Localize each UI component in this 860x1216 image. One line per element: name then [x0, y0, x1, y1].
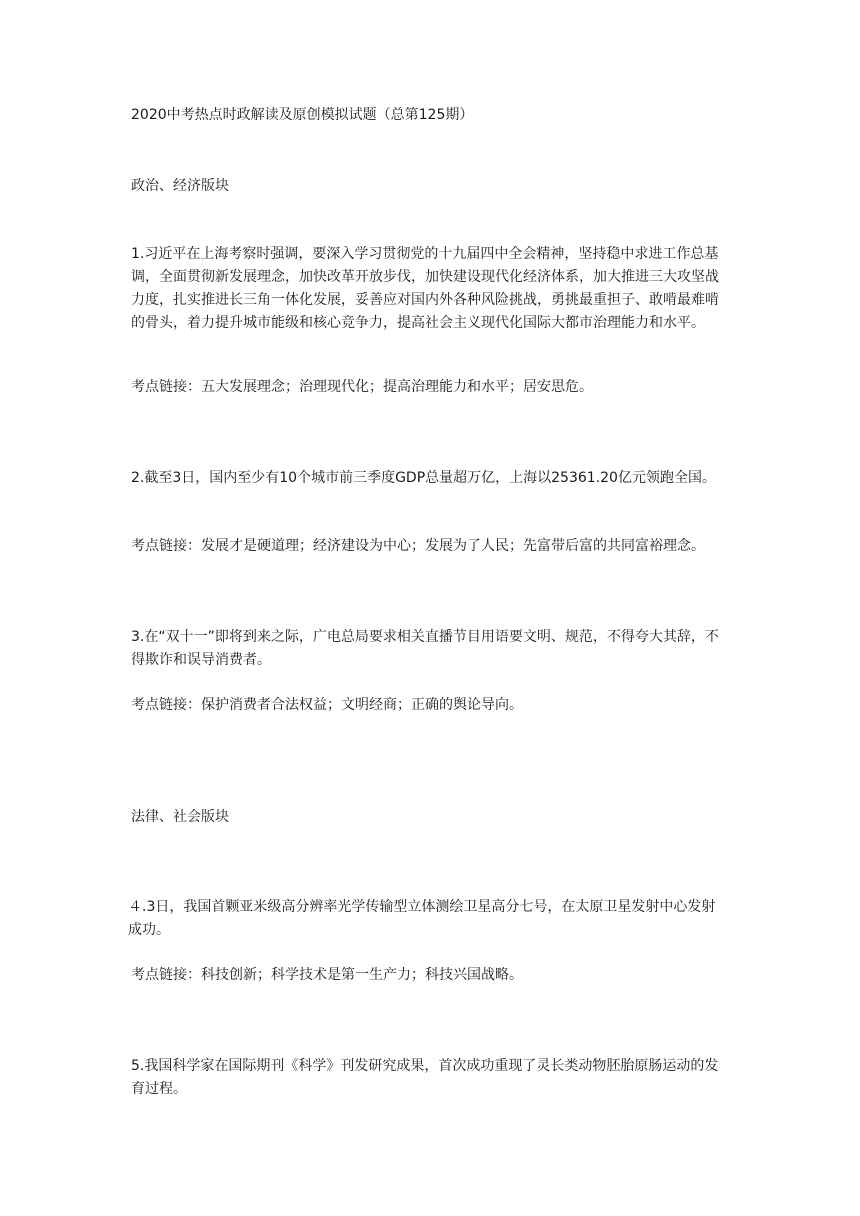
news-item-4: ４.3日，我国首颗亚米级高分辨率光学传输型立体测绘卫星高分七号，在太原卫星发射中心发射成功。: [128, 899, 716, 938]
news-item-3: 3.在“双十一”即将到来之际，广电总局要求相关直播节目用语要文明、规范，不得夸大其辞，不得欺诈和误导消费者。: [131, 629, 719, 668]
document-title: 2020中考热点时政解读及原创模拟试题（总第125期）: [131, 107, 474, 123]
news-item-5: 5.我国科学家在国际期刊《科学》刊发研究成果，首次成功重现了灵长类动物胚胎原肠运动的发育过程。: [131, 1058, 719, 1097]
section-heading-law-society: 法律、社会版块: [131, 809, 229, 825]
news-item-1: 1.习近平在上海考察时强调，要深入学习贯彻党的十九届四中全会精神，坚持稳中求进工作总基调，全面贯彻新发展理念，加快改革开放步伐，加快建设现代化经济体系，加大推进三大攻坚战力度，扎实推进长三角一体化发展，妥善应对国内外各种风险挑战，勇挑最重担子、敢啃最难啃的骨头，着力提升城市能级和核心竞争力，提高社会主义现代化国际大都市治理能力和水平。: [131, 246, 719, 331]
exam-link-3: 考点链接：保护消费者合法权益；文明经商；正确的舆论导向。: [131, 697, 523, 713]
exam-link-4: 考点链接：科技创新；科学技术是第一生产力；科技兴国战略。: [131, 967, 523, 983]
section-heading-politics-economy: 政治、经济版块: [131, 178, 229, 194]
news-item-2: 2.截至3日，国内至少有10个城市前三季度GDP总量超万亿，上海以25361.20亿元领跑全国。: [131, 470, 716, 486]
exam-link-2: 考点链接：发展才是硬道理；经济建设为中心；发展为了人民；先富带后富的共同富裕理念。: [131, 538, 705, 554]
exam-link-1: 考点链接：五大发展理念；治理现代化；提高治理能力和水平；居安思危。: [131, 379, 593, 395]
